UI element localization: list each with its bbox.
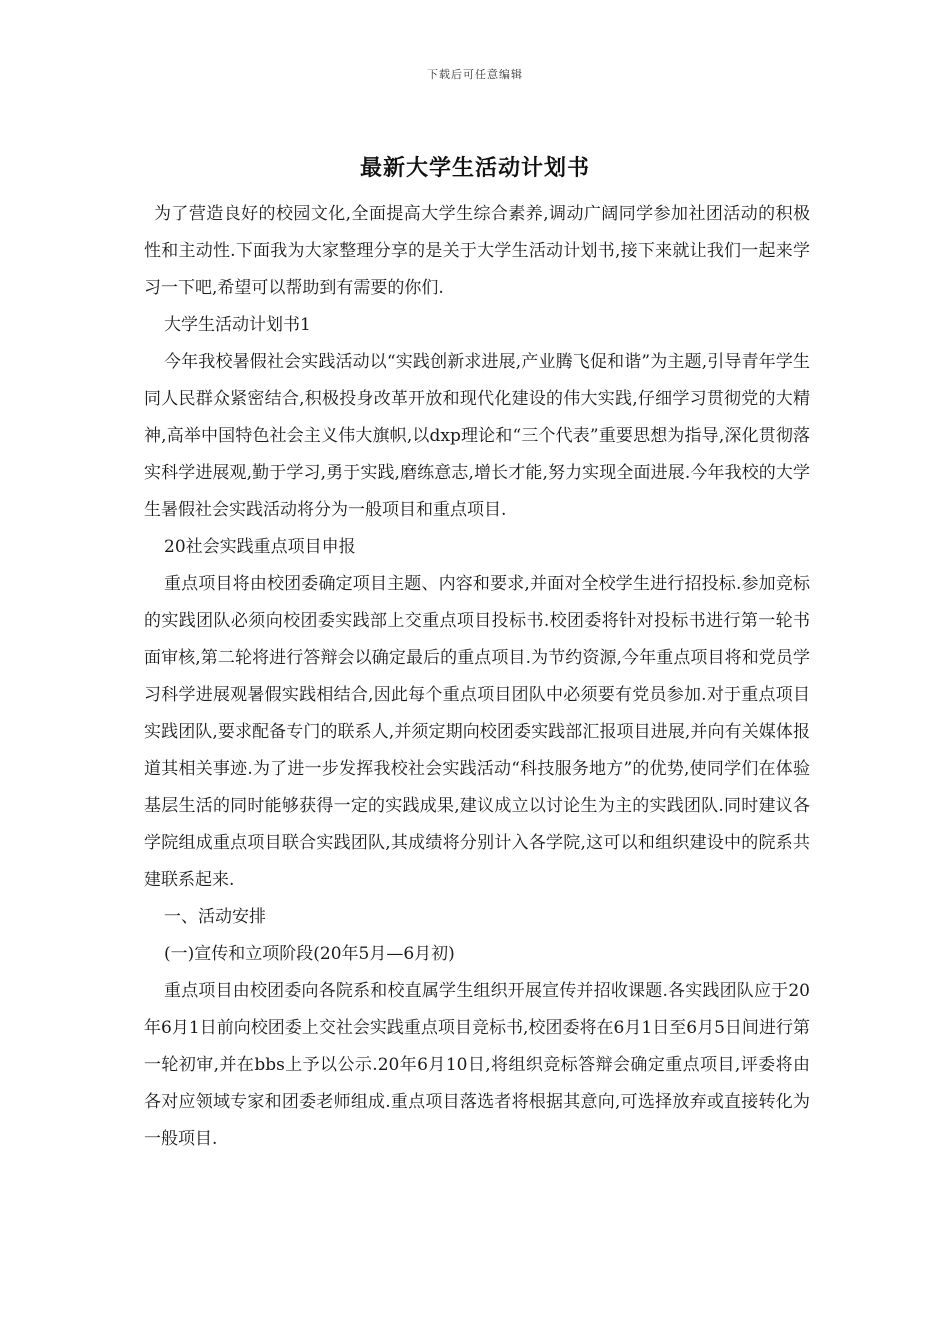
header-note: 下载后可任意编辑: [427, 68, 523, 81]
section-heading-key-projects: 20社会实践重点项目申报: [164, 537, 356, 557]
document-title: 最新大学生活动计划书: [359, 156, 590, 181]
paragraph-stage-1: 重点项目由校团委向各院系和校直属学生组织开展宣传并招收课题.各实践团队应于20年6月1日前向校团委上交社会实践重点项目竞标书,校团委将在6月1日至6月5日间进行第一轮初审,并在bbs上予以公示.20年6月10日,将组织竞标答辩会确定重点项目,评委将由各对应领域专家和团委老师组成.重点项目落选者将根据其意向,可选择放弃或直接转化为一般项目.: [144, 981, 810, 1149]
paragraph-intro: 为了营造良好的校园文化,全面提高大学生综合素养,调动广阔同学参加社团活动的积极性和主动性.下面我为大家整理分享的是关于大学生活动计划书,接下来就让我们一起来学习一下吧,希望可以帮助到有需要的你们.: [144, 204, 810, 298]
section-heading-stage-1: (一)宣传和立项阶段(20年5月—6月初): [164, 944, 455, 964]
section-heading-plan-1: 大学生活动计划书1: [164, 315, 311, 335]
paragraph-key-projects: 重点项目将由校团委确定项目主题、内容和要求,并面对全校学生进行招投标.参加竞标的实践团队必须向校团委实践部上交重点项目投标书.校团委将针对投标书进行第一轮书面审核,第二轮将进行答辩会以确定最后的重点项目.为节约资源,今年重点项目将和党员学习科学进展观暑假实践相结合,因此每个重点项目团队中必须要有党员参加.对于重点项目实践团队,要求配备专门的联系人,并须定期向校团委实践部汇报项目进展,并向有关媒体报道其相关事迹.为了进一步发挥我校社会实践活动“科技服务地方”的优势,使同学们在体验基层生活的同时能够获得一定的实践成果,建议成立以讨论生为主的实践团队.同时建议各学院组成重点项目联合实践团队,其成绩将分别计入各学院,这可以和组织建设中的院系共建联系起来.: [144, 574, 810, 890]
document-body: [144, 196, 810, 1158]
section-heading-arrangement: 一、活动安排: [164, 907, 266, 927]
paragraph-theme: 今年我校暑假社会实践活动以“实践创新求进展,产业腾飞促和谐”为主题,引导青年学生同人民群众紧密结合,积极投身改革开放和现代化建设的伟大实践,仔细学习贯彻党的大精神,高举中国特色社会主义伟大旗帜,以dxp理论和“三个代表”重要思想为指导,深化贯彻落实科学进展观,勤于学习,勇于实践,磨练意志,增长才能,努力实现全面进展.今年我校的大学生暑假社会实践活动将分为一般项目和重点项目.: [144, 352, 810, 520]
